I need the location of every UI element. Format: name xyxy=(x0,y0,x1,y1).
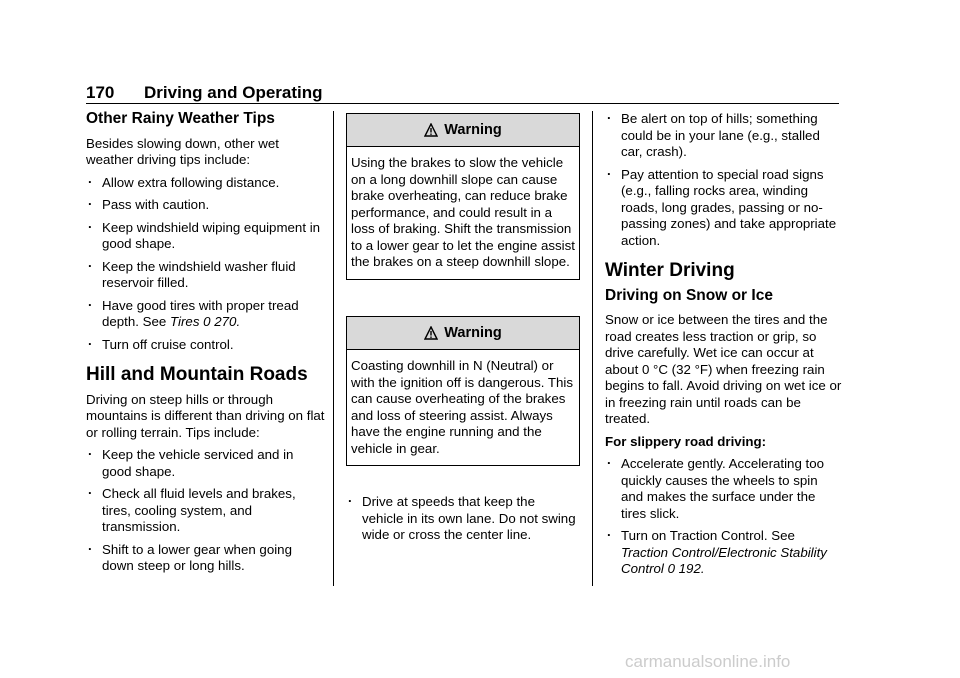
list-item: . Accelerate gently. Accelerating too quickly causes the wheels to spin and makes the surface under the tires slick. xyxy=(605,456,843,522)
warning-title: Warning xyxy=(444,121,502,138)
watermark-text: carmanualsonline.info xyxy=(625,652,791,671)
list-item-traction xyxy=(605,528,843,578)
heading-rainy-tips: Other Rainy Weather Tips xyxy=(86,110,275,127)
tires-text: Have good tires with proper tread depth. See xyxy=(102,297,299,329)
list-item: . Keep the windshield washer fluid reservoir filled. xyxy=(86,259,326,292)
list-item: . Keep the vehicle serviced and in good shape. xyxy=(86,447,326,480)
traction-link[interactable]: Traction Control/Electronic Stability Control xyxy=(621,544,827,576)
column-1 xyxy=(86,111,326,581)
traction-page-ref: 0 192. xyxy=(663,561,705,576)
list-item: . Pay attention to special road signs (e.g., falling rocks area, winding roads, long grades, passing or no-passing zones) and take appropriate action. xyxy=(605,167,843,250)
warning-header xyxy=(347,317,579,350)
page-number: 170 xyxy=(86,83,115,102)
header-rule xyxy=(86,103,839,104)
tires-page-ref: 0 270. xyxy=(199,314,241,329)
heading-winter-driving: Winter Driving xyxy=(605,260,735,281)
page-header xyxy=(86,83,323,103)
warning-title: Warning xyxy=(444,324,502,341)
list-item: . Pass with caution. xyxy=(86,197,326,214)
list-item: . Check all fluid levels and brakes, tires, cooling system, and transmission. xyxy=(86,486,326,536)
list-item: . Drive at speeds that keep the vehicle in its own lane. Do not swing wide or cross the center line. xyxy=(346,494,578,544)
snow-paragraph: Snow or ice between the tires and the road creates less traction or grip, so drive carefully. Wet ice can occur at about 0 °C (32 °F) when freezing rain begins to fall. Avoid driving on wet ice or in freezing rain until roads can be treated. xyxy=(605,312,842,426)
slippery-subheading: For slippery road driving: xyxy=(605,433,767,449)
list-item-tires xyxy=(86,298,326,331)
section-title: Driving and Operating xyxy=(144,83,323,102)
list-item: . Be alert on top of hills; something could be in your lane (e.g., stalled car, crash). xyxy=(605,111,843,161)
list-item: . Allow extra following distance. xyxy=(86,175,326,192)
warning-icon xyxy=(424,326,438,340)
heading-snow-ice: Driving on Snow or Ice xyxy=(605,286,773,304)
warning-header xyxy=(347,114,579,147)
list-item: . Keep windshield wiping equipment in good shape. xyxy=(86,220,326,253)
rainy-intro: Besides slowing down, other wet weather driving tips include: xyxy=(86,135,279,167)
column-divider-2 xyxy=(592,111,593,586)
column-3 xyxy=(605,111,843,584)
warning-icon xyxy=(424,123,438,137)
column-divider-1 xyxy=(333,111,334,586)
warning-box-brakes xyxy=(346,113,580,280)
tires-link[interactable]: Tires xyxy=(170,314,200,329)
list-item: . Shift to a lower gear when going down steep or long hills. xyxy=(86,542,326,575)
hill-intro: Driving on steep hills or through mountains is different than driving on flat or rolling terrain. Tips include: xyxy=(86,391,325,440)
traction-text: Turn on Traction Control. See xyxy=(621,528,795,543)
column-2-bullets xyxy=(346,494,578,550)
list-item: . Turn off cruise control. xyxy=(86,337,326,354)
warning-text: Using the brakes to slow the vehicle on a long downhill slope can cause brake overheating, can reduce brake performance, and could result in a loss of braking. Shift the transmission to a lower gear to let the engine assist the brakes on a steep downhill slope. xyxy=(351,155,575,269)
heading-hill-roads: Hill and Mountain Roads xyxy=(86,364,308,385)
warning-text: Coasting downhill in N (Neutral) or with the ignition off is dangerous. This can cause overheating of the brakes and loss of steering assist. Always have the engine running and the vehicle in gear. xyxy=(351,358,573,456)
warning-box-coasting xyxy=(346,316,580,466)
